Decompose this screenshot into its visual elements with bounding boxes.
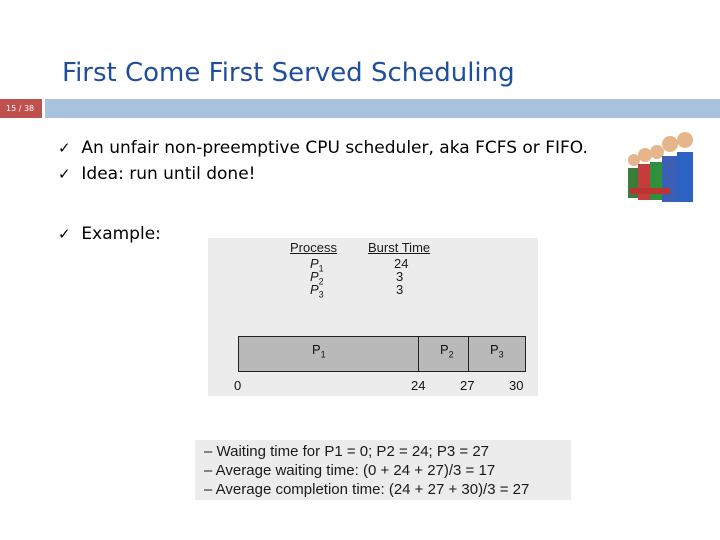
title-underline-bar	[45, 99, 720, 118]
checkmark-icon: ✓	[58, 225, 71, 243]
process-name: $P_1$	[310, 256, 324, 274]
example-table-panel	[208, 238, 538, 396]
burst-value: 24	[394, 256, 409, 271]
burst-time-header: Burst Time	[368, 240, 431, 255]
burst-value: 3	[396, 269, 404, 284]
gantt-block-label: $P_3$	[490, 342, 504, 360]
burst-value: 3	[396, 282, 404, 297]
gantt-divider	[468, 336, 469, 372]
average-completion-line: – Average completion time: (24 + 27 + 30)/3 = 27	[204, 481, 530, 498]
people-queue-clipart	[624, 128, 696, 208]
bullet-text: An unfair non-preemptive CPU scheduler, aka FCFS or FIFO.	[81, 138, 588, 158]
process-name: $P_3$	[310, 282, 324, 300]
bullet-item	[58, 138, 588, 158]
page-number-badge	[0, 99, 42, 118]
slide-title: First Come First Served Scheduling	[62, 58, 515, 88]
process-header: Process	[290, 240, 337, 255]
gantt-tick: 0	[234, 378, 242, 393]
gantt-tick: 30	[509, 378, 524, 393]
page-number: 15 / 38	[6, 104, 35, 113]
gantt-block-label: $P_2$	[440, 342, 454, 360]
process-name: $P_2$	[310, 269, 324, 287]
gantt-block-label: $P_1$	[312, 342, 326, 360]
bullet-item	[58, 164, 255, 184]
average-waiting-line: – Average waiting time: (0 + 24 + 27)/3 = 17	[204, 462, 496, 479]
gantt-tick: 27	[460, 378, 475, 393]
bullet-item	[58, 224, 161, 244]
gantt-divider	[418, 336, 419, 372]
checkmark-icon: ✓	[58, 139, 71, 157]
bullet-text: Idea: run until done!	[81, 164, 256, 184]
gantt-tick: 24	[411, 378, 426, 393]
bullet-text: Example:	[81, 224, 161, 244]
gantt-chart	[238, 336, 526, 372]
waiting-time-line: – Waiting time for P1 = 0; P2 = 24; P3 = 27	[204, 443, 490, 460]
checkmark-icon: ✓	[58, 165, 71, 183]
